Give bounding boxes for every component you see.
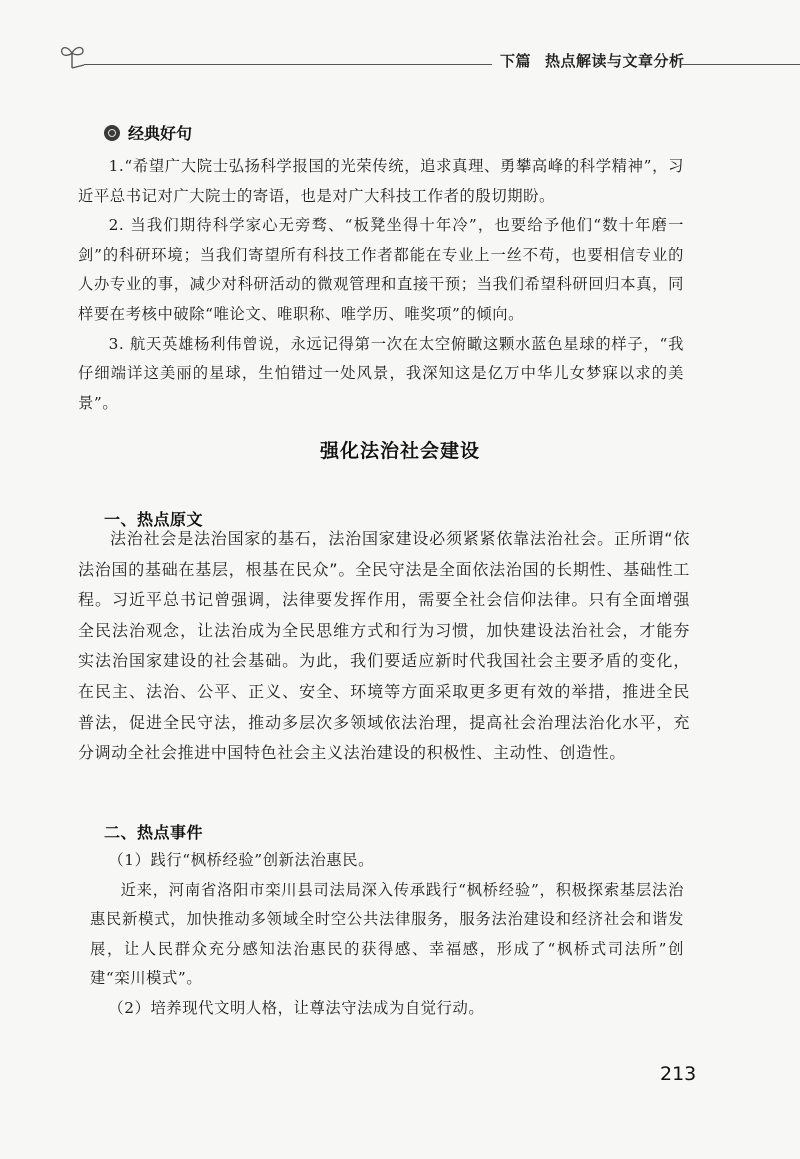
classic-quotes-list <box>78 152 684 418</box>
event-2-title: （2）培养现代文明人格，让尊法守法成为自觉行动。 <box>108 998 485 1017</box>
classic-quotes-heading <box>104 121 192 144</box>
original-text-paragraph-block <box>78 524 690 769</box>
sprout-icon <box>58 40 86 70</box>
running-header <box>500 50 685 71</box>
section-heading-original-text: 一、热点原文 <box>104 510 204 529</box>
quote-item-1: 1.“希望广大院士弘扬科学报国的光荣传统，追求真理、勇攀高峰的科学精神”，习近平总书记对广大院士的寄语，也是对广大科技工作者的殷切期盼。 <box>78 157 684 205</box>
section-heading-events: 二、热点事件 <box>104 823 204 842</box>
page-header <box>0 0 800 80</box>
header-part: 下篇 <box>500 52 532 70</box>
header-section: 热点解读与文章分析 <box>545 52 685 70</box>
events-block <box>90 846 684 1024</box>
quote-item-2: 2. 当我们期待科学家心无旁骛、“板凳坐得十年冷”，也要给予他们“数十年磨一剑”的科研环境；当我们寄望所有科技工作者都能在专业上一丝不苟，也要相信专业的人办专业的事，减少对科研活动的微观管理和直接干预；当我们希望科研回归本真，同样要在考核中破除“唯论文、唯职称、唯学历、唯奖项”的倾向。 <box>78 216 684 323</box>
page-number: 213 <box>660 1063 697 1085</box>
bullet-icon <box>104 125 120 141</box>
header-rule-left <box>84 64 492 65</box>
original-text-paragraph: 法治社会是法治国家的基石，法治国家建设必须紧紧依靠法治社会。正所谓“依法治国的基础在基层，根基在民众”。全民守法是全面依法治国的长期性、基础性工程。习近平总书记曾强调，法律要发挥作用，需要全社会信仰法律。只有全面增强全民法治观念，让法治成为全民思维方式和行为习惯，加快建设法治社会，才能夯实法治国家建设的社会基础。为此，我们要适应新时代我国社会主要矛盾的变化，在民主、法治、公平、正义、安全、环境等方面采取更多更有效的举措，推进全民普法，促进全民守法，推动多层次多领域依法治理，提高社会治理法治化水平，充分调动全社会推进中国特色社会主义法治建设的积极性、主动性、创造性。 <box>78 529 690 763</box>
event-1-title: （1）践行“枫桥经验”创新法治惠民。 <box>108 851 374 869</box>
event-1-body: 近来，河南省洛阳市栾川县司法局深入传承践行“枫桥经验”，积极探索基层法治惠民新模式，加快推动多领域全时空公共法律服务，服务法治建设和经济社会和谐发展，让人民群众充分感知法治惠民的获得感、幸福感，形成了“枫桥式司法所”创建“栾川模式”。 <box>90 880 684 988</box>
article-title: 强化法治社会建设 <box>319 440 480 462</box>
quote-item-3: 3. 航天英雄杨利伟曾说，永远记得第一次在太空俯瞰这颗水蓝色星球的样子，“我仔细端详这美丽的星球，生怕错过一处风景，我深知这是亿万中华儿女梦寐以求的美景”。 <box>78 334 684 412</box>
classic-quotes-heading-text: 经典好句 <box>128 124 193 143</box>
header-rule-right <box>680 64 800 65</box>
